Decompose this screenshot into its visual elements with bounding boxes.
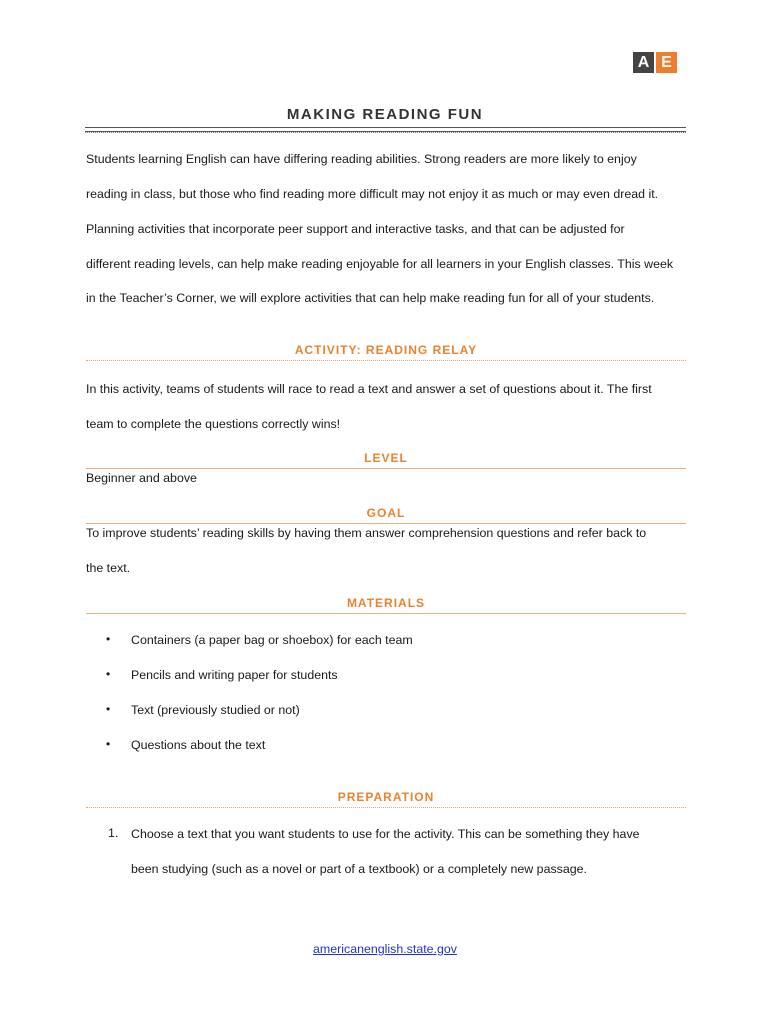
- ae-logo: [633, 52, 677, 73]
- materials-item: Pencils and writing paper for students: [131, 668, 338, 682]
- materials-item: Questions about the text: [131, 738, 266, 752]
- level-text: Beginner and above: [86, 471, 197, 485]
- step-number: 1.: [108, 826, 119, 840]
- intro-line: Planning activities that incorporate peer support and interactive tasks, and that can be adjusted for: [86, 222, 625, 236]
- activity-heading: ACTIVITY: READING RELAY: [294, 343, 478, 357]
- materials-heading: MATERIALS: [346, 596, 426, 610]
- materials-item: Text (previously studied or not): [131, 703, 300, 717]
- activity-line: team to complete the questions correctly wins!: [86, 417, 341, 431]
- logo-e: E: [656, 52, 677, 73]
- materials-item: Containers (a paper bag or shoebox) for each team: [131, 633, 413, 647]
- intro-line: in the Teacher’s Corner, we will explore activities that can help make reading fun for all of your students.: [86, 291, 655, 305]
- goal-line: the text.: [86, 561, 131, 575]
- logo-a: A: [633, 52, 654, 73]
- level-heading: LEVEL: [364, 451, 408, 465]
- footer-link[interactable]: americanenglish.state.gov: [313, 942, 457, 956]
- intro-line: reading in class, but those who find reading more difficult may not enjoy it as much or may even dread it.: [86, 187, 659, 201]
- activity-line: In this activity, teams of students will race to read a text and answer a set of questions about it. The first: [86, 382, 652, 396]
- bullet-icon: •: [106, 632, 111, 646]
- bullet-icon: •: [106, 702, 111, 716]
- section-divider: [86, 613, 686, 614]
- intro-line: Students learning English can have differing reading abilities. Strong readers are more likely to enjoy: [86, 152, 637, 166]
- bullet-icon: •: [106, 737, 111, 751]
- section-divider: [86, 468, 686, 469]
- bullet-icon: •: [106, 667, 111, 681]
- preparation-line: been studying (such as a novel or part of a textbook) or a completely new passage.: [131, 862, 587, 876]
- preparation-line: Choose a text that you want students to use for the activity. This can be something they have: [131, 827, 640, 841]
- goal-heading: GOAL: [366, 506, 406, 520]
- section-divider: [86, 523, 686, 524]
- footer: [0, 942, 770, 956]
- section-divider: [86, 360, 686, 361]
- preparation-heading: PREPARATION: [337, 790, 435, 804]
- title-divider-dotted: [85, 132, 686, 133]
- section-divider: [86, 807, 686, 808]
- intro-line: different reading levels, can help make reading enjoyable for all learners in your English classes. This week: [86, 257, 674, 271]
- page-title: MAKING READING FUN: [286, 106, 484, 123]
- goal-line: To improve students’ reading skills by having them answer comprehension questions and refer back to: [86, 526, 647, 540]
